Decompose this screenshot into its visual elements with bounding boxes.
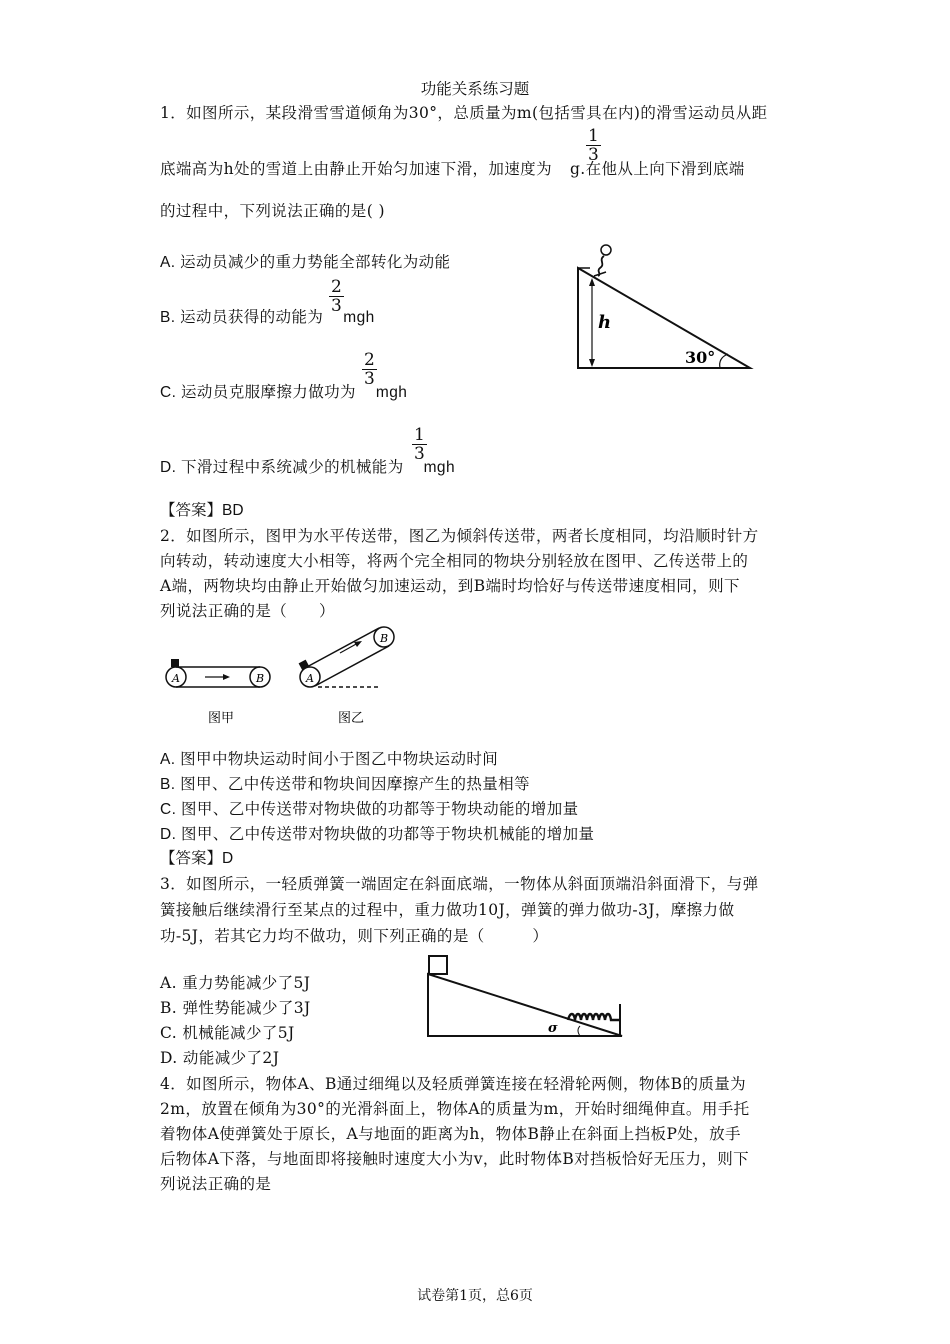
angle-label: 30°	[685, 348, 716, 367]
q1-line-2a: 底端高为h处的雪道上由静止开始匀加速下滑，加速度为	[160, 160, 552, 178]
q2-answer: 【答案】D	[160, 850, 234, 867]
q2-option-c: C. 图甲、乙中传送带对物块做的功都等于物块动能的增加量	[160, 801, 579, 818]
q2-option-a: A. 图甲中物块运动时间小于图乙中物块运动时间	[160, 751, 499, 768]
q2-line-4: 列说法正确的是（ ）	[160, 602, 335, 620]
q2-line-2: 向转动，转动速度大小相等，将两个完全相同的物块分别轻放在图甲、乙传送带上的	[160, 552, 749, 570]
height-arrow-bottom	[589, 359, 595, 367]
ski-slope-figure	[570, 240, 760, 375]
skier-head-icon	[601, 245, 611, 255]
q3-line-1: 3．如图所示，一轻质弹簧一端固定在斜面底端，一物体从斜面顶端沿斜面滑下，与弹	[160, 875, 759, 893]
q1-option-c-unit: mgh	[375, 384, 408, 401]
pulley-a-label: A	[172, 672, 180, 685]
q1-optb-denominator: 3	[331, 296, 342, 316]
page-footer: 试卷第1页，总6页	[417, 1288, 533, 1304]
q1-option-d	[160, 457, 800, 479]
q3-option-c: C. 机械能减少了5J	[160, 1024, 295, 1042]
q4-line-5: 列说法正确的是	[160, 1175, 272, 1193]
q1-optd-numerator: 1	[414, 425, 425, 445]
q1-optc-denominator: 3	[364, 369, 375, 389]
inclined-conveyor	[299, 627, 394, 726]
q1-option-d-text: D. 下滑过程中系统减少的机械能为	[160, 459, 404, 476]
figure-a-caption: 图甲	[208, 711, 235, 726]
q1-optc-numerator: 2	[364, 350, 375, 370]
incline-belt-top	[305, 628, 379, 668]
incline-pulley-b-label: B	[380, 632, 389, 645]
q1-accel-numerator: 1	[588, 126, 599, 146]
incline-angle-label: σ	[548, 1021, 558, 1036]
q1-option-b-unit: mgh	[343, 309, 375, 326]
angle-arc	[720, 354, 728, 368]
block-icon	[171, 659, 179, 667]
q1-line-3: 的过程中，下列说法正确的是( )	[160, 202, 385, 220]
q3-option-b: B. 弹性势能减少了3J	[160, 999, 311, 1017]
q2-line-1: 2．如图所示，图甲为水平传送带，图乙为倾斜传送带，两者长度相同，均沿顺时针方	[160, 527, 759, 545]
conveyor-figures	[160, 625, 400, 730]
height-arrow-top	[589, 278, 595, 286]
q1-optd-denominator: 3	[414, 444, 425, 464]
q2-option-d: D. 图甲、乙中传送带对物块做的功都等于物块机械能的增加量	[160, 826, 595, 843]
q1-option-c-text: C. 运动员克服摩擦力做功为	[160, 384, 356, 401]
pulley-b-label: B	[256, 672, 265, 685]
spring-icon	[568, 1014, 619, 1020]
q3-line-3: 功-5J，若其它力均不做功，则下列正确的是（ ）	[160, 927, 549, 945]
q1-line-2b: g.在他从上向下滑到底端	[569, 160, 745, 178]
incline-pulley-a-label: A	[306, 672, 314, 685]
angle-arc	[578, 1026, 580, 1036]
q3-option-d: D. 动能减少了2J	[160, 1049, 280, 1067]
q1-line-1: 1．如图所示，某段滑雪雪道倾角为30°，总质量为m(包括雪具在内)的滑雪运动员从距	[160, 104, 768, 122]
q1-option-d-unit: mgh	[423, 459, 455, 476]
direction-arrow-head	[223, 674, 230, 680]
incline-block-icon	[299, 660, 310, 671]
q1-optb-numerator: 2	[331, 277, 342, 297]
q1-option-c	[160, 382, 800, 404]
incline-arrow-head	[354, 641, 362, 647]
figure-b-caption: 图乙	[338, 711, 365, 726]
q1-option-b-text: B. 运动员获得的动能为	[160, 309, 324, 326]
q3-line-2: 簧接触后继续滑行至某点的过程中，重力做功10J，弹簧的弹力做功-3J，摩擦力做	[160, 901, 735, 919]
q4-line-4: 后物体A下落，与地面即将接触时速度大小为v，此时物体B对挡板恰好无压力，则下	[160, 1150, 750, 1168]
q1-line-2	[160, 158, 800, 180]
q1-accel-denominator: 3	[588, 145, 599, 165]
block-icon	[429, 956, 447, 974]
incline-triangle	[428, 974, 622, 1036]
horizontal-conveyor	[166, 659, 270, 726]
q4-line-3: 着物体A使弹簧处于原长，A与地面的距离为h，物体B静止在斜面上挡板P处，放手	[160, 1125, 741, 1143]
q3-option-a: A. 重力势能减少了5J	[160, 974, 311, 992]
q2-line-3: A端，两物块均由静止开始做匀加速运动，到B端时均恰好与传送带速度相同，则下	[160, 577, 740, 595]
q4-line-1: 4．如图所示，物体A、B通过细绳以及轻质弹簧连接在轻滑轮两侧，物体B的质量为	[160, 1075, 747, 1093]
height-label: h	[598, 312, 612, 333]
incline-belt-bottom	[315, 646, 389, 686]
page-title: 功能关系练习题	[420, 80, 530, 98]
q1-answer: 【答案】BD	[160, 502, 244, 519]
q1-option-a: A. 运动员减少的重力势能全部转化为动能	[160, 254, 451, 271]
spring-incline-figure	[420, 952, 630, 1042]
q4-line-2: 2m，放置在倾角为30°的光滑斜面上，物体A的质量为m，开始时细绳伸直。用手托	[160, 1100, 750, 1118]
q2-option-b: B. 图甲、乙中传送带和物块间因摩擦产生的热量相等	[160, 776, 530, 793]
